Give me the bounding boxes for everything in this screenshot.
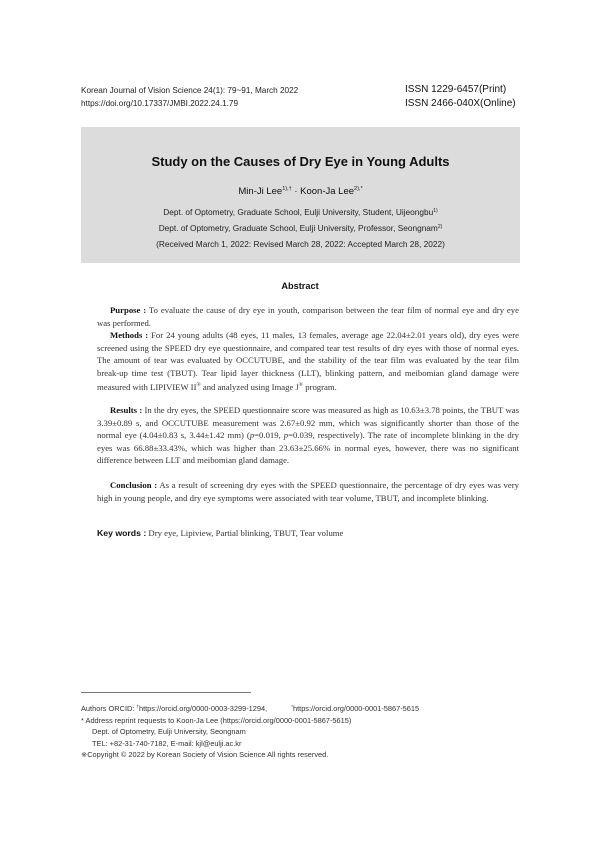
issn-print: ISSN 1229-6457(Print) <box>405 84 507 95</box>
footnote-divider <box>81 692 251 693</box>
p-value-symbol: p <box>249 430 255 440</box>
orcid-1-link[interactable]: https://orcid.org/0000-0003-3299-1294, <box>138 704 270 713</box>
journal-header <box>81 84 298 110</box>
reprint-request: * Address reprint requests to Koon-Ja Lee (https://orcid.org/0000-0001-5867-5615) <box>81 715 352 725</box>
p-value-symbol: p <box>283 430 289 440</box>
methods-label: Methods : <box>110 330 149 340</box>
purpose-text: To evaluate the cause of dry eye in youth, comparison between the tear film of normal eye and dry eye was performed. <box>97 305 519 328</box>
affiliation-2 <box>81 223 520 233</box>
registered-mark: ® <box>196 382 201 388</box>
title-box <box>81 127 520 263</box>
author-1-name: Min-Ji Lee <box>238 186 283 197</box>
author-2-marks: 2),* <box>354 186 363 192</box>
abstract-heading: Abstract <box>281 281 319 291</box>
results-text-2: =0.019, <box>254 430 284 440</box>
results-text-3: =0.039, respectively). The rate of incomplete blinking in the dry eyes was 66.88±33.43%, which was higher than 23.63±25.66% in normal eyes, however, there was no significant difference between LLT and meibomian gland damage. <box>97 430 519 465</box>
purpose-label: Purpose : <box>110 305 147 315</box>
orcid-1-mark: † <box>136 704 139 709</box>
abstract-results <box>97 404 519 467</box>
affiliation-2-mark: 2) <box>437 224 443 230</box>
author-2-name: Koon-Ja Lee <box>300 186 355 197</box>
footnotes <box>81 701 419 761</box>
results-label: Results : <box>110 405 143 415</box>
abstract-conclusion <box>97 479 519 504</box>
keywords <box>97 528 343 538</box>
registered-mark: ® <box>298 382 304 388</box>
journal-citation: Korean Journal of Vision Science 24(1): 79~91, March 2022 <box>81 86 299 95</box>
conclusion-text: As a result of screening dry eyes with the SPEED questionnaire, the percentage of dry eyes was very high in young people, and dry eye symptoms were associated with tear volume, TBUT, and incomplete blinking. <box>97 480 519 503</box>
author-line <box>81 186 520 197</box>
author-1-marks: 1),† <box>282 186 292 192</box>
orcid-2-link[interactable]: https://orcid.org/0000-0001-5867-5615 <box>292 704 420 713</box>
issn-online: ISSN 2466-040X(Online) <box>405 98 516 109</box>
methods-text: For 24 young adults (48 eyes, 11 males, 13 females, average age 22.04±2.01 years old), dry eyes were screened using the SPEED dry eye questionnaire, and compared tear test results of dry eyes with those of normal eyes. The amount of tear was evaluated by OCCUTUBE, and the stability of the tear film was evaluated by the tear film break-up time test (TBUT). Tear lipid layer thickness (LLT), blinking pattern, and meibomian gland damage were measured with LIPIVIEW II <box>97 330 519 392</box>
keywords-text: Dry eye, Lipiview, Partial blinking, TBUT, Tear volume <box>146 528 344 538</box>
author-orcid-line <box>81 701 419 715</box>
orcid-2-mark: * <box>291 704 293 709</box>
submission-dates: (Received March 1, 2022: Revised March 28, 2022: Accepted March 28, 2022) <box>156 239 445 249</box>
affiliation-2-text: Dept. of Optometry, Graduate School, Eulji University, Professor, Seongnam <box>158 223 438 233</box>
correspondence-contact: TEL: +82-31-740-7182, E-mail: kjl@eulji.ac.kr <box>92 738 242 748</box>
conclusion-label: Conclusion : <box>110 480 158 490</box>
methods-text-2: and analyzed using Image J <box>200 381 299 392</box>
methods-text-3: program. <box>303 381 337 392</box>
abstract-methods <box>97 329 519 393</box>
abstract-purpose <box>97 304 519 329</box>
results-text: In the dry eyes, the SPEED questionnaire score was measured as high as 10.63±3.78 points, the TBUT was 3.39±0.89 s, and OCCUTUBE measurement was 2.67±0.92 mm, which was significantly shorter than those of the normal eye (4.04±0.83 s, 3.44±1.42 mm) ( <box>97 405 519 440</box>
author-separator: · <box>294 186 298 197</box>
copyright-notice: ※Copyright © 2022 by Korean Society of Vision Science All rights reserved. <box>81 750 329 759</box>
affiliation-1-text: Dept. of Optometry, Graduate School, Eulji University, Student, Uijeongbu <box>163 207 434 217</box>
affiliation-1 <box>81 207 520 217</box>
issn-block <box>405 83 516 111</box>
paper-title: Study on the Causes of Dry Eye in Young Adults <box>151 154 450 169</box>
affiliation-1-mark: 1) <box>433 208 438 214</box>
correspondence-address: Dept. of Optometry, Eulji University, Seongnam <box>92 727 246 736</box>
doi-link[interactable]: https://doi.org/10.17337/JMBI.2022.24.1.79 <box>81 99 239 108</box>
orcid-prefix: Authors ORCID: <box>81 704 137 713</box>
keywords-label: Key words : <box>97 528 147 538</box>
